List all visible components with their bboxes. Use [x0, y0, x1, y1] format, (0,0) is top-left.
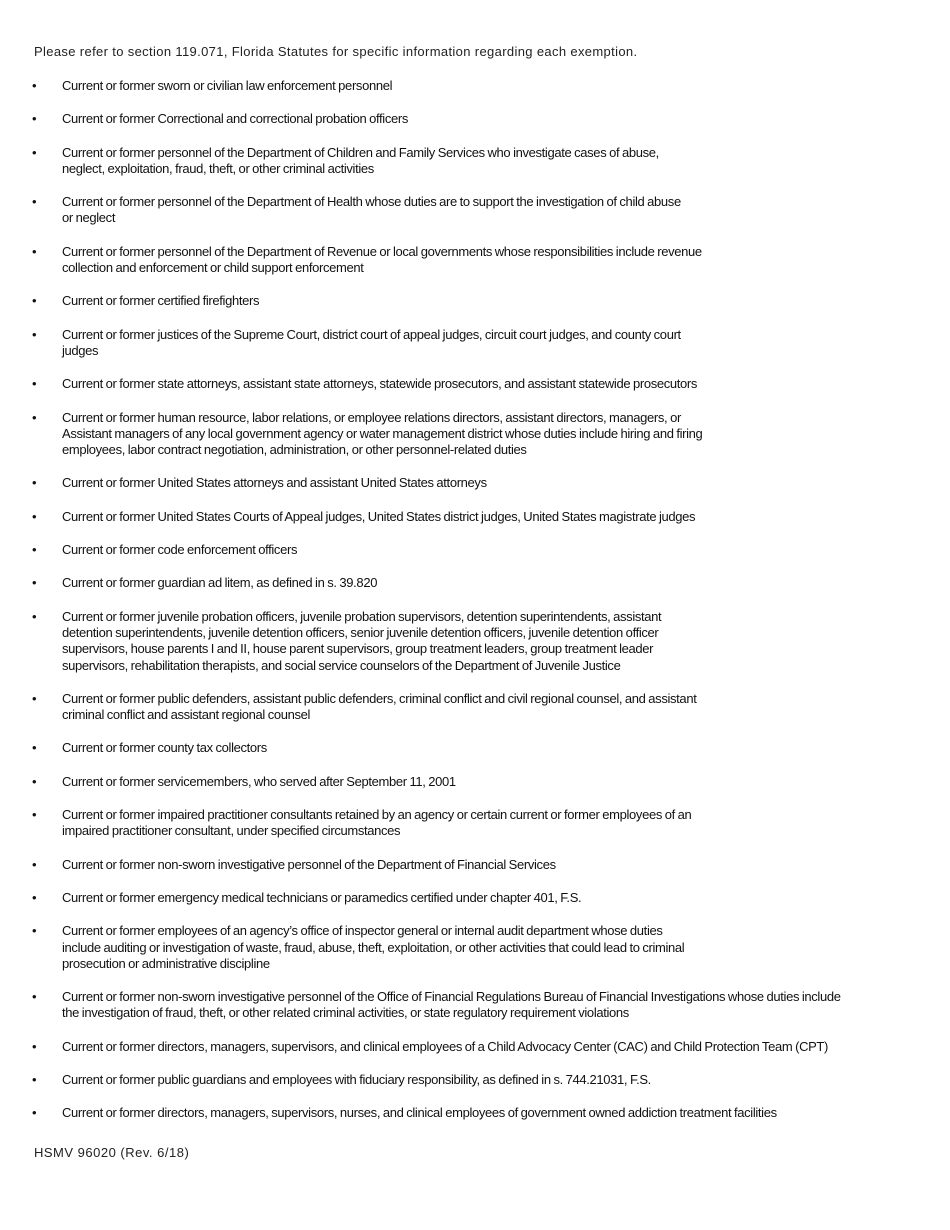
list-item-text: Current or former servicemembers, who served after September 11, 2001: [62, 773, 456, 789]
list-item-text: Current or former sworn or civilian law enforcement personnel: [62, 78, 393, 93]
list-item: [32, 111, 922, 127]
list-item-text: Current or former personnel of the Department of Health whose duties are to support the investigation of child abuse or neglect: [62, 194, 681, 226]
list-item: [32, 475, 922, 491]
bullet-icon: •: [32, 856, 37, 872]
list-item-text: Current or former state attorneys, assistant state attorneys, statewide prosecutors, and assistant statewide prosecutors: [62, 376, 698, 392]
list-item-text: Current or former non-sworn investigative personnel of the Office of Financial Regulations Bureau of Financial Investigations whose duties include the investigation of fraud, theft, or other related criminal activities, or state regulatory requirement violations: [62, 989, 841, 1021]
list-item: [32, 807, 922, 840]
list-item-text: Current or former public guardians and employees with fiduciary responsibility, as defined in s. 744.21031, F.S.: [62, 1071, 651, 1087]
list-item-text: Current or former impaired practitioner consultants retained by an agency or certain current or former employees of an impaired practitioner consultant, under specified circumstances: [62, 807, 692, 839]
list-item: [32, 1105, 922, 1121]
list-item: [32, 989, 922, 1022]
list-item-text: Current or former emergency medical technicians or paramedics certified under chapter 401, F.S.: [62, 889, 582, 905]
list-item: [32, 740, 922, 756]
list-item-text: Current or former United States attorneys and assistant United States attorneys: [62, 475, 487, 491]
list-item-text: Current or former directors, managers, supervisors, and clinical employees of a Child Advocacy Center (CAC) and Child Protection Team (CPT): [62, 1038, 828, 1054]
list-item: [32, 890, 922, 906]
list-item-text: Current or former juvenile probation officers, juvenile probation supervisors, detention superintendents, assistant detention superintendents, juvenile detention officers, senior juvenile detention officers, juvenile detention officer supervisors, house parents I and II, house parent supervisors, group treatment leaders, group treatment leader supervisors, rehabilitation therapists, and social service counselors of the Department of Juvenile Justice: [62, 608, 662, 673]
bullet-icon: •: [32, 508, 37, 524]
list-item-text: Current or former personnel of the Department of Revenue or local governments whose responsibilities include revenue collection and enforcement or child support enforcement: [62, 243, 702, 276]
bullet-icon: •: [32, 326, 37, 342]
list-item: [32, 327, 922, 360]
list-item: [32, 691, 922, 724]
bullet-icon: •: [32, 1105, 37, 1121]
list-item-text: Current or former justices of the Supreme Court, district court of appeal judges, circuit court judges, and county court judges: [62, 326, 681, 358]
list-item: [32, 857, 922, 873]
list-item: [32, 376, 922, 392]
bullet-icon: •: [32, 575, 37, 591]
list-item: [32, 1072, 922, 1088]
list-item: [32, 509, 922, 525]
list-item: [32, 244, 922, 277]
bullet-icon: •: [32, 923, 37, 939]
bullet-icon: •: [32, 194, 37, 210]
bullet-icon: •: [32, 409, 37, 425]
bullet-icon: •: [32, 376, 37, 392]
list-item-text: Current or former directors, managers, supervisors, nurses, and clinical employees of government owned addiction treatment facilities: [62, 1105, 777, 1121]
list-item: [32, 542, 922, 558]
list-item-text: Current or former Correctional and correctional probation officers: [62, 111, 408, 127]
list-item: [32, 923, 922, 972]
form-number-footer: HSMV 96020 (Rev. 6/18): [34, 1145, 190, 1160]
list-item: [32, 78, 922, 94]
list-item-text: Current or former county tax collectors: [62, 740, 267, 756]
bullet-icon: •: [32, 807, 37, 823]
bullet-icon: •: [32, 475, 37, 491]
bullet-icon: •: [32, 293, 37, 309]
list-item-text: Current or former public defenders, assistant public defenders, criminal conflict and civil regional counsel, and assistant criminal conflict and assistant regional counsel: [62, 690, 697, 723]
bullet-icon: •: [32, 1071, 37, 1087]
list-item: [32, 145, 922, 178]
intro-text: Please refer to section 119.071, Florida Statutes for specific information regarding each exemption.: [34, 44, 638, 59]
bullet-icon: •: [32, 78, 37, 93]
list-item-text: Current or former human resource, labor relations, or employee relations directors, assistant directors, managers, or Assistant managers of any local government agency or water management district whose duties include hiring and firing employees, labor contract negotiation, administration, or other personnel-related duties: [62, 409, 703, 458]
list-item: [32, 194, 922, 227]
list-item-text: Current or former code enforcement officers: [62, 542, 298, 558]
bullet-icon: •: [32, 542, 37, 558]
list-item: [32, 1039, 922, 1055]
list-item: [32, 609, 922, 674]
bullet-icon: •: [32, 144, 37, 160]
bullet-icon: •: [32, 740, 37, 756]
bullet-icon: •: [32, 608, 37, 624]
list-item-text: Current or former non-sworn investigative personnel of the Department of Financial Services: [62, 856, 556, 872]
bullet-icon: •: [32, 989, 37, 1005]
bullet-icon: •: [32, 690, 37, 706]
bullet-icon: •: [32, 889, 37, 905]
list-item-text: Current or former personnel of the Department of Children and Family Services who investigate cases of abuse, neglect, exploitation, fraud, theft, or other criminal activities: [62, 144, 659, 176]
list-item-text: Current or former guardian ad litem, as defined in s. 39.820: [62, 575, 378, 591]
list-item-text: Current or former certified firefighters: [62, 293, 260, 309]
bullet-icon: •: [32, 111, 37, 127]
bullet-icon: •: [32, 1038, 37, 1054]
list-item-text: Current or former employees of an agency’s office of inspector general or internal audit department whose duties include auditing or investigation of waste, fraud, abuse, theft, exploitation, or other activities that could lead to criminal prosecution or administrative discipline: [62, 923, 685, 971]
bullet-icon: •: [32, 243, 37, 259]
bullet-icon: •: [32, 773, 37, 789]
list-item-text: Current or former United States Courts of Appeal judges, United States district judges, United States magistrate judges: [62, 508, 696, 524]
exemption-list: [32, 78, 922, 1139]
list-item: [32, 293, 922, 309]
list-item: [32, 410, 922, 459]
list-item: [32, 774, 922, 790]
list-item: [32, 575, 922, 591]
